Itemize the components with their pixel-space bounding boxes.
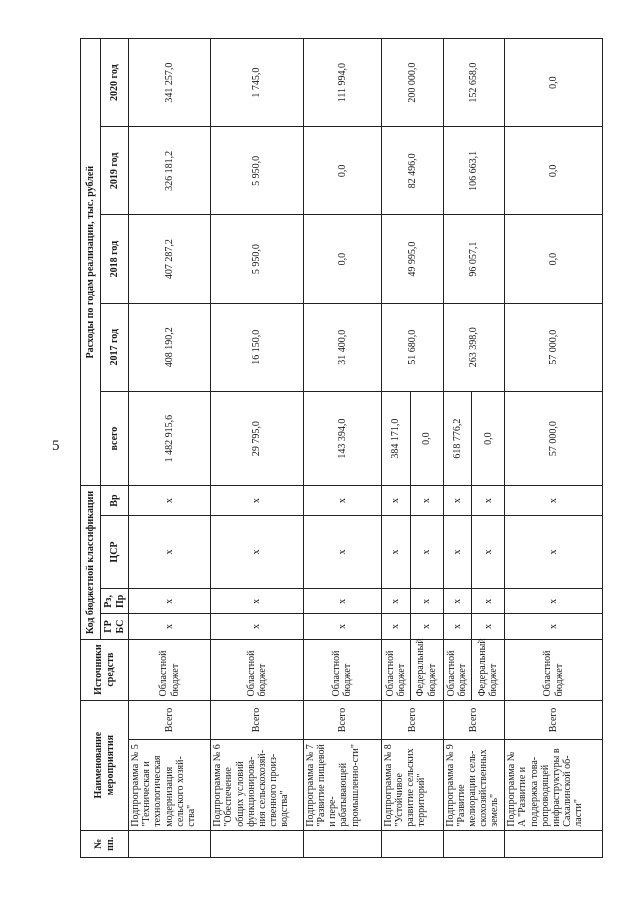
header-grbs: ГР БС [101, 614, 129, 639]
row-vr: x [381, 486, 410, 515]
row-vr: x [443, 486, 472, 515]
row-2018: 5 950,0 [211, 215, 304, 303]
row-csr: x [211, 515, 304, 588]
row-source: Областной бюджет [303, 639, 381, 700]
header-expenses-group: Расходы по годам реализации, тыс. рублей [81, 39, 101, 486]
header-name: Наименование мероприятия [81, 700, 129, 830]
row-num [505, 830, 603, 857]
row-total-label: Всего [381, 700, 443, 740]
rotated-table-wrapper [80, 38, 603, 858]
row-total-label: Всего [129, 700, 211, 740]
table-row [129, 39, 211, 858]
row-name: Подпрограмма № 7 "Развитие пищевой и пере-рабатывающей промышленно-сти" [303, 740, 381, 830]
row-name: Подпрограмма № 5 "Техническая и технологическая модернизация сельского хозяй-ства" [129, 740, 211, 830]
table-row [443, 39, 472, 858]
row-2018: 407 287,2 [129, 215, 211, 303]
row-total: 29 795,0 [211, 391, 304, 485]
table-row [211, 39, 304, 858]
row-grbs: x [505, 614, 603, 639]
row-2019: 0,0 [303, 127, 381, 215]
row-2018: 49 995,0 [381, 215, 443, 303]
row-rzpr-2: x [410, 589, 443, 614]
row-total-label: Всего [303, 700, 381, 740]
row-grbs: x [129, 614, 211, 639]
row-vr-2: x [410, 486, 443, 515]
row-csr: x [129, 515, 211, 588]
row-rzpr: x [211, 589, 304, 614]
row-total-label: Всего [443, 700, 505, 740]
row-source: Областной бюджет [505, 639, 603, 700]
row-num [211, 830, 304, 857]
row-vr: x [129, 486, 211, 515]
row-2018: 96 057,1 [443, 215, 505, 303]
row-2019: 5 950,0 [211, 127, 304, 215]
row-total: 384 171,0 [381, 391, 410, 485]
row-source: Областной бюджет [129, 639, 211, 700]
row-total-label: Всего [505, 700, 603, 740]
row-2020: 200 000,0 [381, 39, 443, 127]
budget-table [80, 38, 603, 858]
row-num [381, 830, 443, 857]
row-csr: x [381, 515, 410, 588]
row-total-label: Всего [211, 700, 304, 740]
row-rzpr: x [505, 589, 603, 614]
row-source: Областной бюджет [211, 639, 304, 700]
row-total: 57 000,0 [505, 391, 603, 485]
row-grbs: x [381, 614, 410, 639]
row-2018: 0,0 [303, 215, 381, 303]
row-2019: 0,0 [505, 127, 603, 215]
row-total-2: 0,0 [472, 391, 505, 485]
header-rzpr: Рз, Пр [101, 589, 129, 614]
row-name: Подпрограмма № 8 "Устойчивое развитие сельских территорий" [381, 740, 443, 830]
row-2020: 0,0 [505, 39, 603, 127]
table-row [381, 39, 410, 858]
header-year-2019: 2019 год [101, 127, 129, 215]
row-2017: 57 000,0 [505, 303, 603, 391]
row-rzpr: x [129, 589, 211, 614]
header-source: Источники средств [81, 639, 129, 700]
row-name: Подпрограмма № 6 "Обеспечение общих условий функционирова-ния сельскохозяй-ственного произ-водства" [211, 740, 304, 830]
row-rzpr: x [381, 589, 410, 614]
row-2019: 106 663,1 [443, 127, 505, 215]
header-vr: Вр [101, 486, 129, 515]
row-num [129, 830, 211, 857]
row-csr-2: x [472, 515, 505, 588]
row-2017: 51 680,0 [381, 303, 443, 391]
row-grbs: x [303, 614, 381, 639]
row-num [303, 830, 381, 857]
row-source-2: Федеральный бюджет [410, 639, 443, 700]
row-csr: x [443, 515, 472, 588]
header-code-group: Код бюджетной классификации [81, 486, 101, 639]
row-vr: x [211, 486, 304, 515]
row-2017: 263 398,0 [443, 303, 505, 391]
row-rzpr-2: x [472, 589, 505, 614]
page-number: 5 [52, 438, 60, 454]
row-total: 618 776,2 [443, 391, 472, 485]
row-total: 143 394,0 [303, 391, 381, 485]
header-num: № пп. [81, 830, 129, 857]
row-source-2: Федеральный бюджет [472, 639, 505, 700]
row-total-2: 0,0 [410, 391, 443, 485]
row-2018: 0,0 [505, 215, 603, 303]
row-2019: 82 496,0 [381, 127, 443, 215]
row-2017: 31 400,0 [303, 303, 381, 391]
row-2020: 152 658,0 [443, 39, 505, 127]
header-year-2018: 2018 год [101, 215, 129, 303]
row-csr-2: x [410, 515, 443, 588]
header-year-2017: 2017 год [101, 303, 129, 391]
row-2020: 341 257,0 [129, 39, 211, 127]
row-source: Областной бюджет [443, 639, 472, 700]
row-2017: 408 190,2 [129, 303, 211, 391]
row-2017: 16 150,0 [211, 303, 304, 391]
header-total: всего [101, 391, 129, 485]
row-num [443, 830, 505, 857]
row-vr: x [303, 486, 381, 515]
row-rzpr: x [303, 589, 381, 614]
row-name: Подпрограмма № 9 "Развитие мелиорации сель-скохозяйственных земель" [443, 740, 505, 830]
row-grbs: x [211, 614, 304, 639]
row-2020: 111 994,0 [303, 39, 381, 127]
row-source: Областной бюджет [381, 639, 410, 700]
row-rzpr: x [443, 589, 472, 614]
row-vr-2: x [472, 486, 505, 515]
row-grbs-2: x [410, 614, 443, 639]
row-name: Подпрограмма № А "Развитие и поддержка това-ропроводящей инфраструктуры в Сахалинской об-ласти" [505, 740, 603, 830]
header-year-2020: 2020 год [101, 39, 129, 127]
header-csr: ЦСР [101, 515, 129, 588]
table-row [303, 39, 381, 858]
row-grbs-2: x [472, 614, 505, 639]
table-row [505, 39, 603, 858]
row-2019: 326 181,2 [129, 127, 211, 215]
row-2020: 1 745,0 [211, 39, 304, 127]
row-csr: x [303, 515, 381, 588]
row-csr: x [505, 515, 603, 588]
row-vr: x [505, 486, 603, 515]
row-grbs: x [443, 614, 472, 639]
row-total: 1 482 915,6 [129, 391, 211, 485]
